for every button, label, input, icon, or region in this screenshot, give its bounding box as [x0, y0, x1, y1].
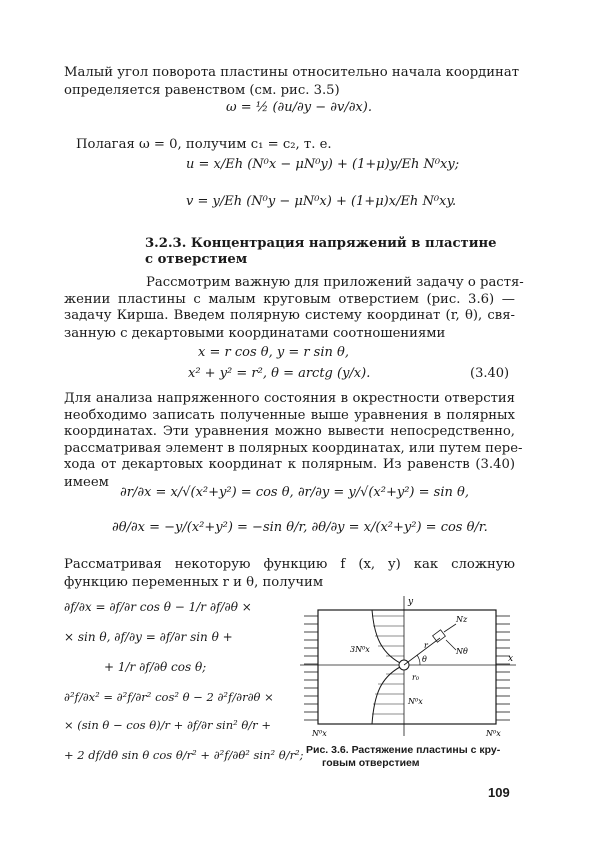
nz-arrow: [444, 624, 456, 632]
equation-u: u = x/Eh (N⁰x − μN⁰y) + (1+μ)y/Eh N⁰xy;: [186, 157, 460, 172]
equation-f-4: ∂²f/∂x² = ∂²f/∂r² cos² θ − 2 ∂²f/∂r∂θ ×: [64, 690, 274, 704]
nx-center-label: N⁰x: [408, 697, 423, 706]
figure-caption-line-2: говым отверстием: [322, 757, 420, 769]
equation-f-1: ∂f/∂x = ∂f/∂r cos θ − 1/r ∂f/∂θ ×: [64, 600, 252, 614]
section-number: 3.2.3.: [145, 236, 187, 251]
text-line: жении пластины с малым круговым отверстием (рис. 3.6) —: [64, 292, 515, 307]
nz-label: Nz: [456, 615, 468, 624]
theta-label: θ: [422, 655, 427, 664]
equation-omega: [226, 100, 372, 115]
y-axis-label: y: [408, 597, 414, 607]
text-line: имеем: [64, 475, 109, 490]
text-line: Для анализа напряженного состояния в окрестности отверстия: [64, 391, 515, 406]
theta-arc: [417, 655, 420, 665]
text-line: координатах. Эти уравнения можно вывести непосредственно,: [64, 424, 515, 439]
equation-number: (3.40): [470, 366, 510, 381]
figure-caption: Рис. 3.6. Растяжение пластины с кру-: [306, 744, 501, 756]
stress-curve-upper: [372, 610, 404, 665]
text-line: задачу Кирша. Введем полярную систему координат (r, θ), свя-: [64, 308, 515, 323]
text-line: необходимо записать полученные выше уравнения в полярных: [64, 408, 515, 423]
section-title: Концентрация напряжений в пластине: [190, 236, 497, 251]
r-label: r: [424, 641, 428, 650]
ntheta-label: Nθ: [456, 647, 468, 656]
equation-dr: ∂r/∂x = x/√(x²+y²) = cos θ, ∂r/∂y = y/√(x²+y²) = sin θ,: [120, 485, 469, 500]
ntheta-arrow: [446, 640, 456, 650]
text-line: Рассмотрим важную для приложений задачу о растя-: [146, 275, 524, 290]
equation-f-5: × (sin θ − cos θ)/r + ∂f/∂r sin² θ/r +: [64, 718, 271, 732]
nx-right-label: N⁰x: [486, 729, 501, 738]
page-number: 109: [488, 785, 510, 800]
text-line: Полагая ω = 0, получим c₁ = c₂, т. е.: [76, 137, 332, 152]
text-line: хода от декартовых координат к полярным. Из равенств (3.40): [64, 457, 515, 472]
section-heading: [145, 235, 497, 252]
equation-text: ω = ½ (∂u/∂y − ∂v/∂x).: [226, 100, 372, 115]
equation-polar-2: x² + y² = r², θ = arctg (y/x).: [188, 366, 371, 381]
text-line: занную с декартовыми координатами соотношениями: [64, 326, 446, 341]
text-line: функцию переменных r и θ, получим: [64, 575, 324, 590]
text-line: рассматривая элемент в полярных координатах, или путем пере-: [64, 441, 523, 456]
right-load-arrows: [496, 616, 510, 720]
section-heading-line-2: с отверстием: [145, 252, 248, 267]
text-line: Малый угол поворота пластины относительно начала координат: [64, 65, 520, 80]
polar-element: [433, 630, 446, 642]
left-load-arrows: [304, 616, 318, 720]
three-nx-label: 3N⁰x: [350, 645, 370, 654]
equation-polar-1: x = r cos θ, y = r sin θ,: [198, 345, 349, 360]
text-line: Рассматривая некоторую функцию f (x, y) как сложную: [64, 557, 515, 572]
equation-dtheta: ∂θ/∂x = −y/(x²+y²) = −sin θ/r, ∂θ/∂y = x/(x²+y²) = cos θ/r.: [112, 520, 488, 535]
r0-label: r₀: [412, 673, 420, 682]
equation-v: v = y/Eh (N⁰y − μN⁰x) + (1+μ)x/Eh N⁰xy.: [186, 194, 457, 209]
equation-f-6: + 2 df/dθ sin θ cos θ/r² + ∂²f/∂θ² sin² θ/r²;: [64, 748, 304, 762]
x-axis-label: x: [508, 654, 514, 664]
equation-f-2: × sin θ, ∂f/∂y = ∂f/∂r sin θ +: [64, 630, 233, 644]
nx-left-label: N⁰x: [312, 729, 327, 738]
figure-plate-with-hole: [300, 594, 520, 740]
text-line: определяется равенством (см. рис. 3.5): [64, 83, 340, 98]
equation-f-3: + 1/r ∂f/∂θ cos θ;: [104, 660, 207, 674]
